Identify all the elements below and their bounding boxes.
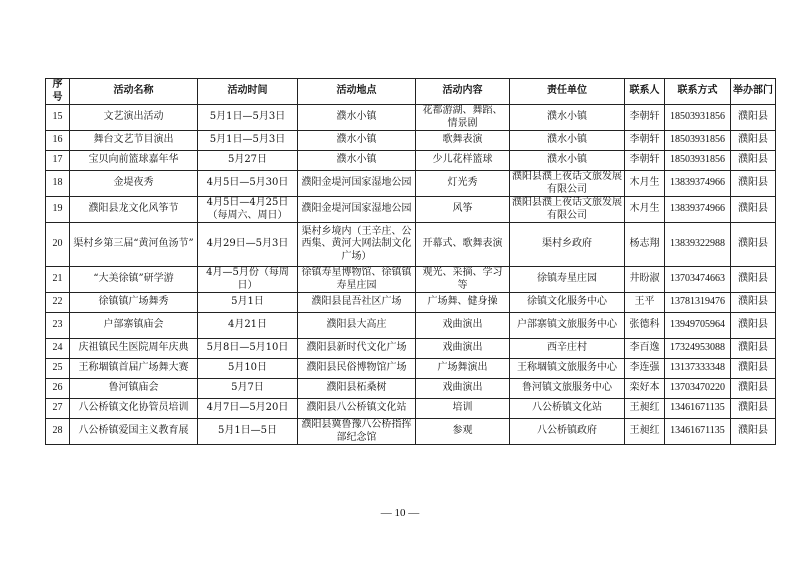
table-body <box>46 105 776 445</box>
cell-activity-location: 濮水小镇 <box>298 151 416 171</box>
cell-activity-time: 5月8日—5月10日 <box>198 339 298 359</box>
cell-contact-person: 张德科 <box>625 313 665 339</box>
cell-contact-person: 李连强 <box>625 359 665 379</box>
table-row <box>46 339 776 359</box>
cell-contact-person: 井盼淑 <box>625 267 665 293</box>
cell-activity-location: 濮水小镇 <box>298 131 416 151</box>
cell-contact-person: 木月生 <box>625 171 665 197</box>
table-row <box>46 379 776 399</box>
cell-activity-name: 文艺演出活动 <box>70 105 198 131</box>
cell-activity-location: 濮阳县民俗博物馆广场 <box>298 359 416 379</box>
cell-activity-time: 5月7日 <box>198 379 298 399</box>
cell-activity-name: 八公桥镇文化协管员培训 <box>70 399 198 419</box>
cell-activity-name: 濮阳县龙文化风筝节 <box>70 197 198 223</box>
cell-responsible-unit: 鲁河镇文旅服务中心 <box>510 379 625 399</box>
cell-responsible-unit: 王称堌镇文旅服务中心 <box>510 359 625 379</box>
table-row <box>46 197 776 223</box>
cell-contact-phone: 13839322988 <box>665 223 731 267</box>
cell-activity-name: “大美徐镇”研学游 <box>70 267 198 293</box>
cell-activity-name: 鲁河镇庙会 <box>70 379 198 399</box>
cell-activity-name: 舞台文艺节目演出 <box>70 131 198 151</box>
cell-organizer: 濮阳县 <box>731 223 776 267</box>
cell-activity-location: 濮阳县大高庄 <box>298 313 416 339</box>
table-row <box>46 171 776 197</box>
table-row <box>46 131 776 151</box>
cell-responsible-unit: 渠村乡政府 <box>510 223 625 267</box>
cell-activity-content: 开幕式、歌舞表演 <box>416 223 510 267</box>
cell-seq: 16 <box>46 131 70 151</box>
cell-activity-content: 广场舞、健身操 <box>416 293 510 313</box>
cell-responsible-unit: 濮水小镇 <box>510 131 625 151</box>
cell-activity-time: 4月7日—5月20日 <box>198 399 298 419</box>
cell-responsible-unit: 濮阳县濮上夜话文旅发展有限公司 <box>510 171 625 197</box>
cell-contact-person: 王昶红 <box>625 419 665 445</box>
cell-seq: 17 <box>46 151 70 171</box>
cell-activity-time: 4月5日—5月30日 <box>198 171 298 197</box>
cell-organizer: 濮阳县 <box>731 197 776 223</box>
cell-contact-phone: 13949705964 <box>665 313 731 339</box>
cell-organizer: 濮阳县 <box>731 293 776 313</box>
cell-activity-time: 4月—5月份（每周日） <box>198 267 298 293</box>
page-number: — 10 — <box>380 507 420 519</box>
cell-contact-phone: 13703474663 <box>665 267 731 293</box>
cell-activity-name: 徐镇镇广场舞秀 <box>70 293 198 313</box>
table-row <box>46 293 776 313</box>
cell-contact-phone: 13839374966 <box>665 197 731 223</box>
cell-responsible-unit: 徐镇寿星庄园 <box>510 267 625 293</box>
table-row <box>46 223 776 267</box>
cell-seq: 23 <box>46 313 70 339</box>
cell-organizer: 濮阳县 <box>731 267 776 293</box>
cell-activity-location: 渠村乡境内（王辛庄、公西集、黄河大网法制文化广场） <box>298 223 416 267</box>
cell-activity-content: 花都游湖、舞蹈、情景剧 <box>416 105 510 131</box>
cell-activity-time: 4月21日 <box>198 313 298 339</box>
cell-activity-name: 金堤夜秀 <box>70 171 198 197</box>
cell-contact-phone: 13781319476 <box>665 293 731 313</box>
table-header-row <box>46 79 776 105</box>
cell-activity-time: 5月1日—5月3日 <box>198 131 298 151</box>
cell-contact-person: 李朝轩 <box>625 131 665 151</box>
cell-contact-phone: 18503931856 <box>665 105 731 131</box>
cell-activity-content: 广场舞演出 <box>416 359 510 379</box>
cell-activity-content: 少儿花样篮球 <box>416 151 510 171</box>
cell-organizer: 濮阳县 <box>731 339 776 359</box>
cell-contact-phone: 13703470220 <box>665 379 731 399</box>
header-contact-phone: 联系方式 <box>665 79 731 105</box>
cell-activity-location: 濮阳金堤河国家湿地公园 <box>298 171 416 197</box>
cell-activity-name: 庆祖镇民生医院周年庆典 <box>70 339 198 359</box>
cell-organizer: 濮阳县 <box>731 359 776 379</box>
cell-contact-phone: 13461671135 <box>665 399 731 419</box>
cell-organizer: 濮阳县 <box>731 419 776 445</box>
cell-contact-person: 王平 <box>625 293 665 313</box>
cell-contact-phone: 18503931856 <box>665 131 731 151</box>
header-organizer: 举办部门 <box>731 79 776 105</box>
cell-seq: 28 <box>46 419 70 445</box>
cell-activity-name: 王称堌镇首届广场舞大赛 <box>70 359 198 379</box>
cell-contact-phone: 13137333348 <box>665 359 731 379</box>
cell-activity-content: 戏曲演出 <box>416 379 510 399</box>
cell-seq: 26 <box>46 379 70 399</box>
cell-responsible-unit: 户部寨镇文旅服务中心 <box>510 313 625 339</box>
table-row <box>46 267 776 293</box>
cell-seq: 22 <box>46 293 70 313</box>
cell-activity-content: 参观 <box>416 419 510 445</box>
cell-responsible-unit: 濮水小镇 <box>510 151 625 171</box>
cell-activity-name: 宝贝向前篮球嘉年华 <box>70 151 198 171</box>
cell-contact-person: 栾好本 <box>625 379 665 399</box>
cell-organizer: 濮阳县 <box>731 171 776 197</box>
table-row <box>46 313 776 339</box>
cell-organizer: 濮阳县 <box>731 313 776 339</box>
cell-activity-location: 徐镇寿星博物馆、徐镇镇寿星庄园 <box>298 267 416 293</box>
cell-responsible-unit: 徐镇文化服务中心 <box>510 293 625 313</box>
cell-contact-phone: 18503931856 <box>665 151 731 171</box>
cell-seq: 20 <box>46 223 70 267</box>
cell-responsible-unit: 濮水小镇 <box>510 105 625 131</box>
cell-contact-person: 杨志翔 <box>625 223 665 267</box>
cell-activity-name: 八公桥镇爱国主义教育展 <box>70 419 198 445</box>
cell-seq: 19 <box>46 197 70 223</box>
cell-activity-location: 濮阳县柘桑树 <box>298 379 416 399</box>
header-activity-content: 活动内容 <box>416 79 510 105</box>
cell-seq: 24 <box>46 339 70 359</box>
cell-responsible-unit: 西辛庄村 <box>510 339 625 359</box>
cell-activity-content: 戏曲演出 <box>416 339 510 359</box>
table-row <box>46 359 776 379</box>
cell-activity-location: 濮阳县昆吾社区广场 <box>298 293 416 313</box>
cell-seq: 25 <box>46 359 70 379</box>
table-row <box>46 419 776 445</box>
cell-contact-phone: 17324953088 <box>665 339 731 359</box>
cell-activity-time: 4月5日—4月25日（每周六、周日） <box>198 197 298 223</box>
cell-responsible-unit: 八公桥镇文化站 <box>510 399 625 419</box>
cell-activity-content: 歌舞表演 <box>416 131 510 151</box>
cell-seq: 15 <box>46 105 70 131</box>
cell-activity-content: 培训 <box>416 399 510 419</box>
cell-organizer: 濮阳县 <box>731 399 776 419</box>
header-activity-location: 活动地点 <box>298 79 416 105</box>
header-responsible-unit: 责任单位 <box>510 79 625 105</box>
cell-activity-location: 濮阳金堤河国家湿地公园 <box>298 197 416 223</box>
table-row <box>46 105 776 131</box>
cell-activity-location: 濮水小镇 <box>298 105 416 131</box>
cell-activity-time: 5月27日 <box>198 151 298 171</box>
cell-contact-person: 李百逸 <box>625 339 665 359</box>
cell-contact-person: 李朝轩 <box>625 151 665 171</box>
cell-responsible-unit: 濮阳县濮上夜话文旅发展有限公司 <box>510 197 625 223</box>
cell-seq: 18 <box>46 171 70 197</box>
cell-activity-location: 濮阳县新时代文化广场 <box>298 339 416 359</box>
table-row <box>46 399 776 419</box>
cell-activity-content: 戏曲演出 <box>416 313 510 339</box>
cell-activity-location: 濮阳县八公桥镇文化站 <box>298 399 416 419</box>
cell-activity-time: 5月1日—5月3日 <box>198 105 298 131</box>
cell-activity-location: 濮阳县冀鲁豫八公桥指挥部纪念馆 <box>298 419 416 445</box>
cell-seq: 27 <box>46 399 70 419</box>
cell-activity-content: 观光、采摘、学习等 <box>416 267 510 293</box>
cell-seq: 21 <box>46 267 70 293</box>
cell-activity-content: 风筝 <box>416 197 510 223</box>
cell-contact-phone: 13461671135 <box>665 419 731 445</box>
cell-contact-person: 李朝轩 <box>625 105 665 131</box>
cell-activity-name: 渠村乡第三届“黄河鱼汤节” <box>70 223 198 267</box>
cell-activity-content: 灯光秀 <box>416 171 510 197</box>
cell-organizer: 濮阳县 <box>731 151 776 171</box>
cell-activity-time: 5月1日 <box>198 293 298 313</box>
cell-activity-time: 4月29日—5月3日 <box>198 223 298 267</box>
cell-contact-person: 王昶红 <box>625 399 665 419</box>
cell-activity-time: 5月1日—5日 <box>198 419 298 445</box>
table-row <box>46 151 776 171</box>
header-seq: 序号 <box>46 79 70 105</box>
header-activity-time: 活动时间 <box>198 79 298 105</box>
cell-activity-name: 户部寨镇庙会 <box>70 313 198 339</box>
header-contact-person: 联系人 <box>625 79 665 105</box>
cell-organizer: 濮阳县 <box>731 131 776 151</box>
activity-table <box>45 78 776 445</box>
cell-contact-phone: 13839374966 <box>665 171 731 197</box>
cell-contact-person: 木月生 <box>625 197 665 223</box>
header-activity-name: 活动名称 <box>70 79 198 105</box>
cell-organizer: 濮阳县 <box>731 379 776 399</box>
cell-organizer: 濮阳县 <box>731 105 776 131</box>
cell-responsible-unit: 八公桥镇政府 <box>510 419 625 445</box>
cell-activity-time: 5月10日 <box>198 359 298 379</box>
